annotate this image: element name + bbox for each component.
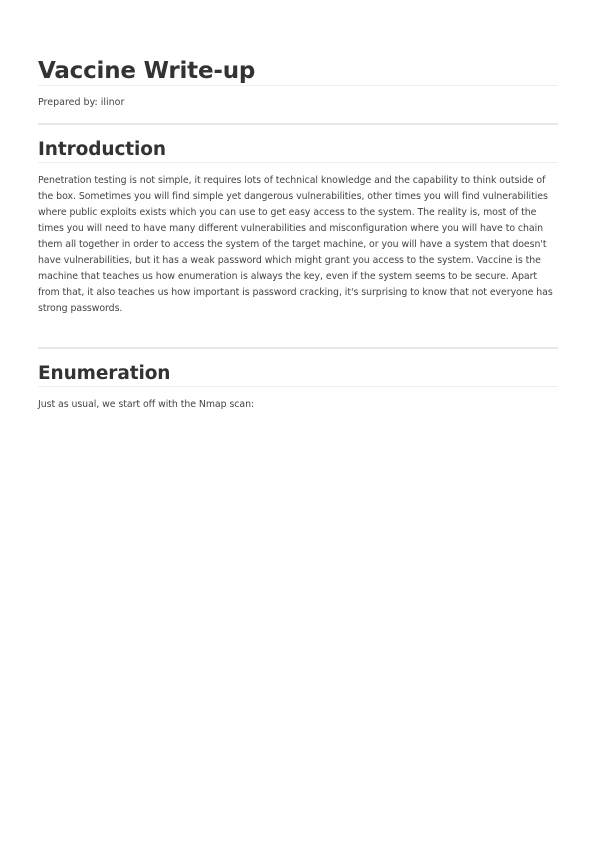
section-heading-introduction: Introduction [38, 139, 166, 160]
prepared-by: Prepared by: ilinor [38, 97, 125, 108]
enumeration-paragraph: Just as usual, we start off with the Nmap scan: [38, 399, 255, 410]
section-spacer [38, 317, 558, 347]
section-enumeration [38, 362, 558, 413]
heading-underline [38, 162, 558, 163]
introduction-paragraph: Penetration testing is not simple, it requires lots of technical knowledge and the capability to think outside of the box. Sometimes you will find simple yet dangerous vulnerabilities, other times you will find vulnerabilities where public exploits exists which you can use to get easy access to the system. The reality is, most of the times you will need to have many different vulnerabilities and misconfiguration where you will have to chain them all together in order to access the system of the target machine, or you will have a system that doesn't have vulnerabilities, but it has a weak password which might grant you access to the system. Vaccine is the machine that teaches us how enumeration is always the key, even if the system seems to be secure. Apart from that, it also teaches us how important is password cracking, it's surprising to know that not everyone has strong passwords. [38, 175, 553, 314]
document-title: Vaccine Write-up [38, 58, 256, 84]
section-heading-enumeration: Enumeration [38, 363, 171, 384]
heading-underline [38, 386, 558, 387]
section-introduction [38, 138, 558, 317]
section-divider [38, 123, 558, 125]
section-divider [38, 347, 558, 349]
title-divider [38, 85, 558, 86]
